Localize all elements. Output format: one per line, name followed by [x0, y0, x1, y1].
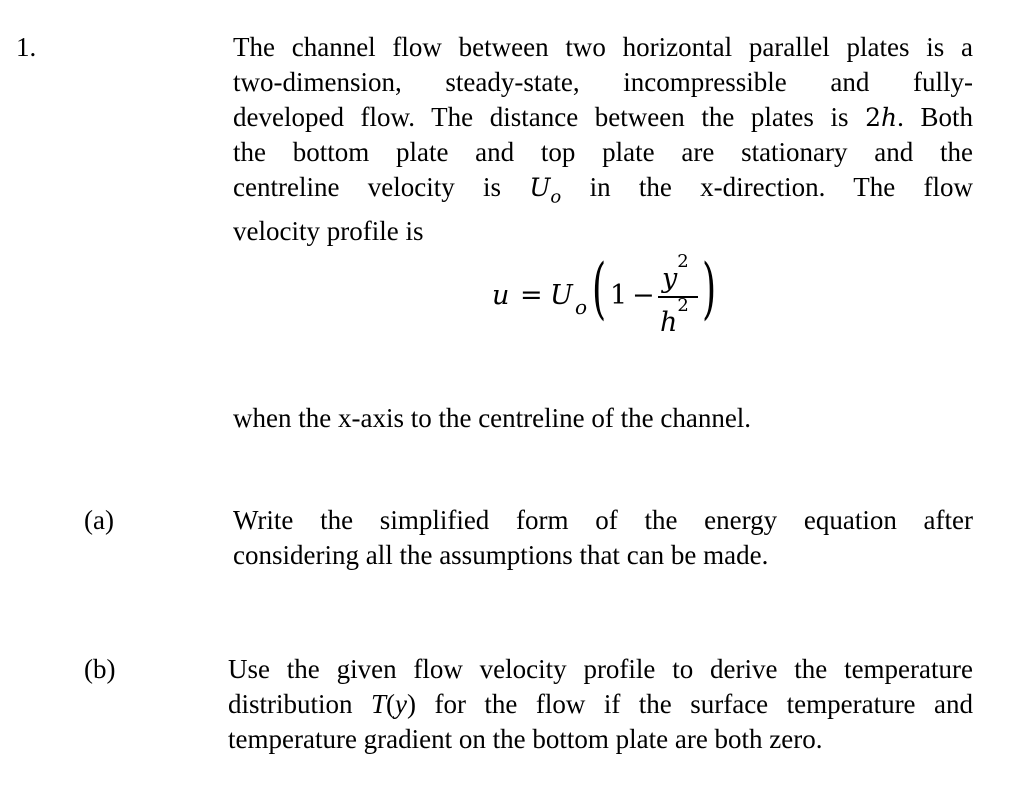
eq-minus: −: [632, 280, 655, 311]
intro-line-2: two-dimension, steady-state, incompressible and fully-: [233, 67, 973, 97]
question-number: 1.: [16, 32, 37, 62]
math-two: 2: [865, 103, 882, 132]
part-a-label: (a): [84, 505, 114, 535]
eq-equals: =: [520, 280, 543, 311]
intro-line-6: velocity profile is: [233, 216, 424, 247]
part-a-text: [233, 503, 973, 573]
part-a-line-2: considering all the assumptions that can be made.: [233, 540, 769, 570]
part-b-line-1: Use the given flow velocity profile to derive the temperature: [228, 654, 973, 684]
after-equation-text: when the x-axis to the centreline of the channel.: [233, 403, 752, 433]
intro-line-5: [233, 170, 973, 214]
eq-lhs: u: [492, 280, 510, 311]
part-b-open-paren: (: [386, 689, 396, 719]
math-h: h: [881, 103, 898, 132]
intro-line-3-prefix: developed flow. The distance between the plates is: [233, 102, 866, 132]
velocity-profile-equation: [492, 248, 732, 338]
part-b-y: y: [395, 689, 407, 719]
part-b-T: T: [370, 689, 387, 719]
eq-numerator-exp: 2: [677, 251, 689, 272]
math-U: U: [529, 173, 551, 202]
part-b-close-paren: ): [407, 689, 416, 719]
eq-denominator-exp: 2: [677, 295, 689, 316]
intro-line-3: [233, 100, 973, 135]
part-b-line-2-suffix: for the flow if the surface temperature and: [416, 689, 973, 719]
part-b-text: [228, 652, 973, 757]
part-b-line-3: temperature gradient on the bottom plate are both zero.: [228, 724, 823, 754]
eq-one: 1: [610, 280, 628, 311]
eq-denominator: [660, 295, 689, 340]
part-b-line-2: [228, 687, 973, 722]
math-U-subscript: o: [550, 186, 562, 208]
intro-line-4: the bottom plate and top plate are stationary and the: [233, 137, 973, 167]
part-b-label: (b): [84, 654, 116, 684]
part-a-line-1: Write the simplified form of the energy equation after: [233, 505, 973, 535]
eq-U-subscript: o: [575, 295, 588, 319]
eq-fraction: [656, 251, 702, 338]
question-intro: [233, 30, 973, 249]
eq-open-paren: (: [592, 250, 607, 327]
intro-line-3-suffix: . Both: [897, 102, 973, 132]
part-b-line-2-prefix: distribution: [228, 689, 371, 719]
eq-numerator: [662, 251, 689, 296]
eq-close-paren: ): [702, 250, 717, 327]
eq-U: U: [550, 280, 573, 311]
eq-denominator-var: h: [660, 307, 678, 338]
intro-line-5-suffix: in the x-direction. The flow: [561, 172, 973, 202]
intro-line-5-prefix: centreline velocity is: [233, 172, 530, 202]
eq-numerator-var: y: [662, 263, 678, 294]
intro-line-1: The channel flow between two horizontal parallel plates is a: [233, 32, 973, 62]
